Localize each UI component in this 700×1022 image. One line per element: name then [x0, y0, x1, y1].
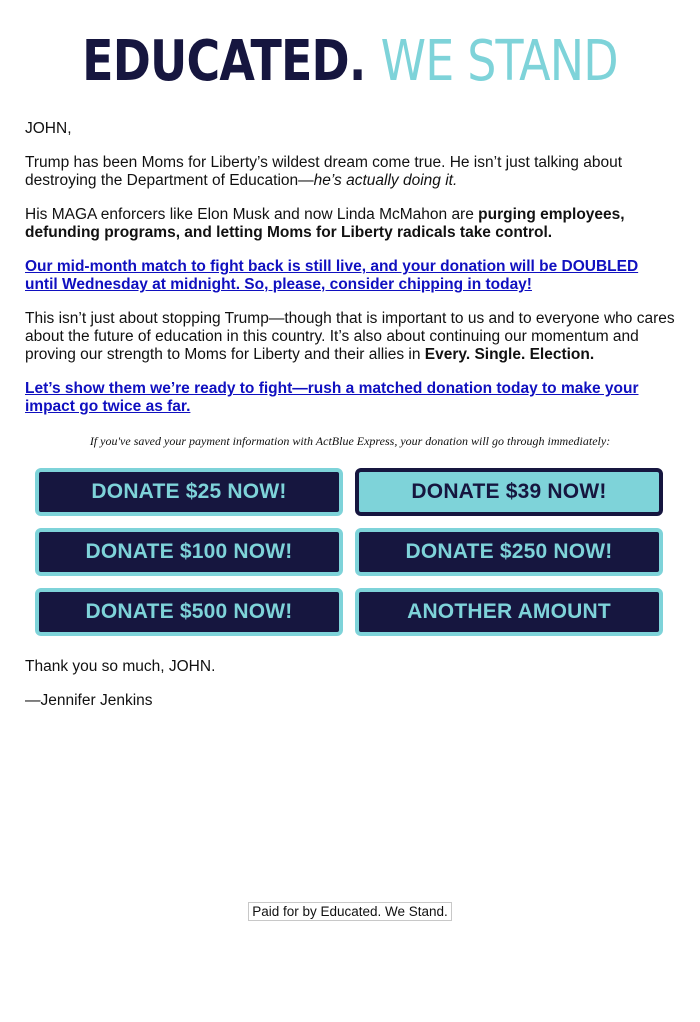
paragraph-1: [25, 154, 675, 190]
paragraph-2: [25, 206, 675, 242]
logo-part-we-stand: WE STAND: [380, 29, 618, 94]
logo-part-educated: EDUCATED.: [82, 29, 366, 94]
another-amount-button[interactable]: ANOTHER AMOUNT: [355, 588, 663, 636]
donate-100-button[interactable]: DONATE $100 NOW!: [35, 528, 343, 576]
paragraph-1-italic: he’s actually doing it.: [313, 172, 458, 189]
signature: —Jennifer Jenkins: [25, 692, 153, 709]
paragraph-2-text: His MAGA enforcers like Elon Musk and now Linda McMahon are: [25, 206, 479, 223]
thanks-line: Thank you so much, JOHN.: [25, 658, 216, 675]
logo: [63, 28, 637, 96]
email-body: [25, 120, 675, 726]
donate-buttons: [35, 468, 675, 636]
fight-link[interactable]: Let’s show them we’re ready to fight—rush a matched donation today to make your impact go twice as far.: [25, 380, 639, 415]
paragraph-3-bold: Every. Single. Election.: [424, 346, 595, 363]
footer: [0, 902, 700, 921]
greeting: JOHN,: [25, 120, 72, 137]
donate-39-button[interactable]: DONATE $39 NOW!: [355, 468, 663, 516]
donate-250-button[interactable]: DONATE $250 NOW!: [355, 528, 663, 576]
express-note: If you've saved your payment information with ActBlue Express, your donation will go through immediately:: [89, 434, 611, 448]
paragraph-3-text: This isn’t just about stopping Trump—though that is important to us and to everyone who cares about the future of education in this country. It’s also about continuing our momentum and proving our strength to Moms for Liberty and their allies in: [25, 310, 675, 363]
paragraph-2-bold: purging employees, defunding programs, and letting Moms for Liberty radicals take control.: [25, 206, 625, 241]
match-link-paragraph: [25, 258, 675, 294]
match-link[interactable]: Our mid-month match to fight back is still live, and your donation will be DOUBLED until Wednesday at midnight. So, please, consider chipping in today!: [25, 258, 639, 293]
paragraph-1-text: Trump has been Moms for Liberty’s wildest dream come true. He isn’t just talking about destroying the Department of Education—: [25, 154, 623, 189]
paid-for-disclaimer: Paid for by Educated. We Stand.: [248, 902, 452, 921]
donate-500-button[interactable]: DONATE $500 NOW!: [35, 588, 343, 636]
paragraph-3: [25, 310, 675, 364]
donate-25-button[interactable]: DONATE $25 NOW!: [35, 468, 343, 516]
fight-link-paragraph: [25, 380, 675, 416]
